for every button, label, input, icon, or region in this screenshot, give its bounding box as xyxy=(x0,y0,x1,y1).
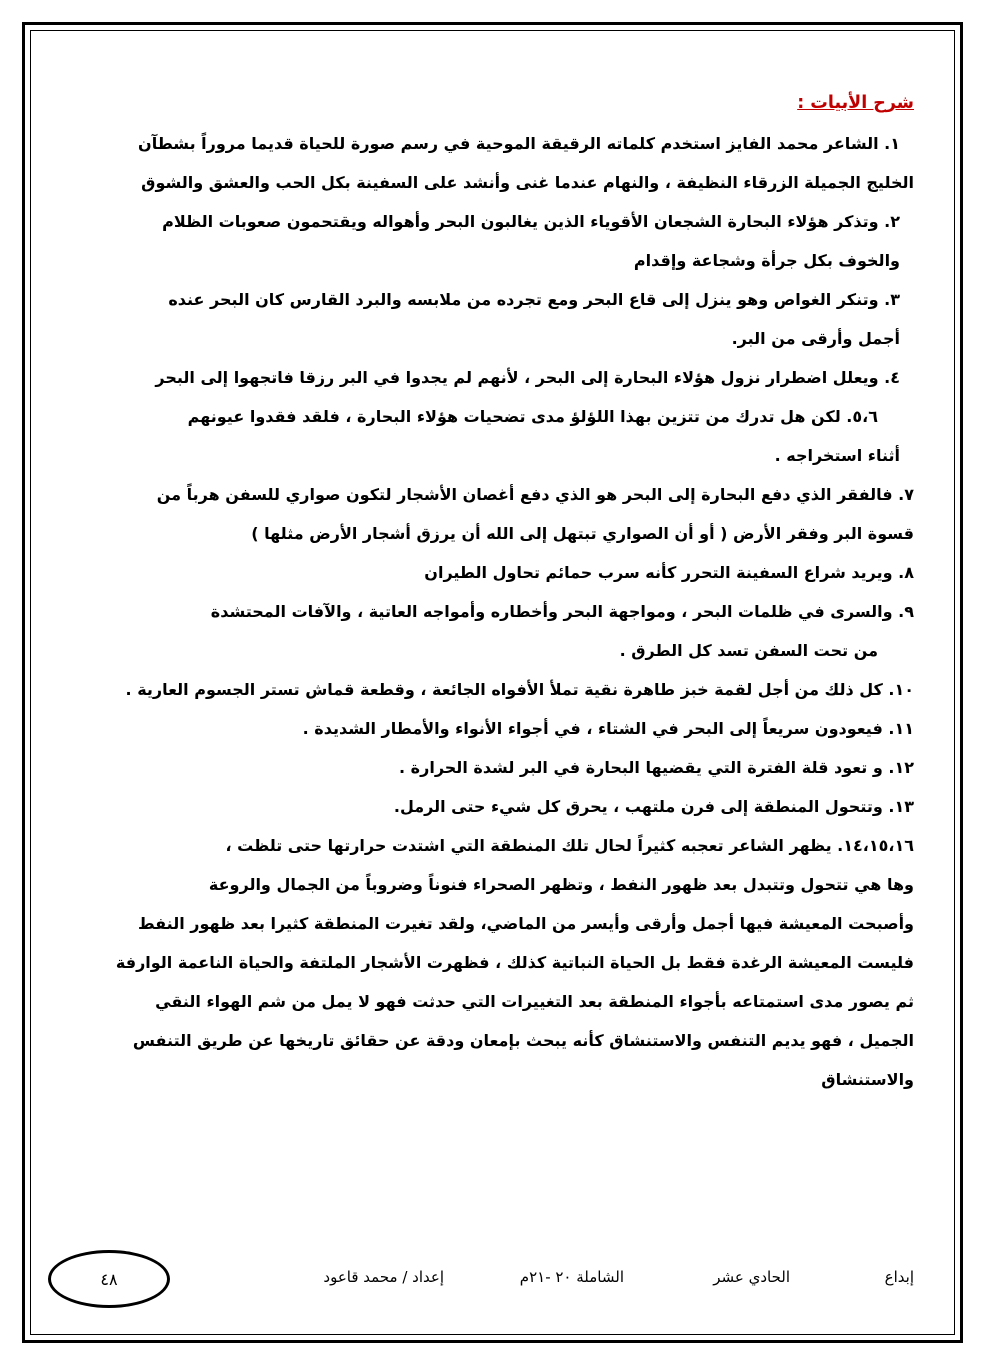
text-line: ١. الشاعر محمد الفايز استخدم كلماته الرقيقة الموحية في رسم صورة للحياة قديما مروراً بشطآن xyxy=(138,134,900,153)
text-line: والخوف بكل جرأة وشجاعة وإقدام xyxy=(633,251,900,270)
text-line: وأصبحت المعيشة فيها أجمل وأرقى وأيسر من الماضي، ولقد تغيرت المنطقة كثيرا بعد ظهور النفط xyxy=(138,914,914,933)
text-line: ١٤،١٥،١٦. يظهر الشاعر تعجبه كثيراً لحال تلك المنطقة التي اشتدت حرارتها حتى تلظت ، xyxy=(225,836,914,855)
footer-author: إعداد / محمد قاعود xyxy=(323,1268,444,1286)
text-line: الخليج الجميلة الزرقاء النظيفة ، والنهام عندما غنى وأنشد على السفينة بكل الحب والعشق والشوق xyxy=(141,173,914,192)
page-footer xyxy=(44,1262,914,1302)
text-line: قسوة البر وفقر الأرض ( أو أن الصواري تبتهل إلى الله أن يرزق أشجار الأرض مثلها ) xyxy=(251,524,914,543)
footer-edition: الشاملة ٢٠ -٢١م xyxy=(519,1268,624,1286)
explanation-body xyxy=(44,84,914,1099)
text-line: أثناء استخراجه . xyxy=(774,446,900,465)
text-line: من تحت السفن تسد كل الطرق . xyxy=(619,641,878,660)
text-line: ٤. ويعلل اضطرار نزول هؤلاء البحارة إلى البحر ، لأنهم لم يجدوا في البر رزقا فاتجهوا إلى البحر xyxy=(155,368,900,387)
page-number xyxy=(48,1250,170,1308)
text-line: ٨. ويريد شراع السفينة التحرر كأنه سرب حمائم تحاول الطيران xyxy=(424,563,914,582)
text-line: ١٠. كل ذلك من أجل لقمة خبز طاهرة نقية تملأ الأفواه الجائعة ، وقطعة قماش تستر الجسوم العارية . xyxy=(125,680,914,699)
footer-creativity: إبداع xyxy=(884,1268,914,1286)
text-line: أجمل وأرقى من البر. xyxy=(731,329,900,348)
page-number-text: ٤٨ xyxy=(100,1269,118,1289)
text-line: ٣. وتنكر الغواص وهو ينزل إلى قاع البحر ومع تجرده من ملابسه والبرد القارس كان البحر عنده xyxy=(168,290,900,309)
text-line: ١٢. و تعود قلة الفترة التي يقضيها البحارة في البر لشدة الحرارة . xyxy=(399,758,914,777)
text-line: ٢. وتذكر هؤلاء البحارة الشجعان الأقوياء الذين يغالبون البحر وأهواله ويقتحمون صعوبات الظلام xyxy=(162,212,900,231)
text-line: ٥،٦. لكن هل تدرك من تتزين بهذا اللؤلؤ مدى تضحيات هؤلاء البحارة ، فلقد فقدوا عيونهم xyxy=(187,407,878,426)
text-line: الجميل ، فهو يديم التنفس والاستنشاق كأنه يبحث بإمعان ودقة عن حقائق تاريخها عن طريق التنفس xyxy=(132,1031,914,1050)
text-line: ١١. فيعودون سريعاً إلى البحر في الشتاء ، في أجواء الأنواء والأمطار الشديدة . xyxy=(302,719,914,738)
text-line: ١٣. وتتحول المنطقة إلى فرن ملتهب ، يحرق كل شيء حتى الرمل. xyxy=(393,797,914,816)
text-line: ٧. فالفقر الذي دفع البحارة إلى البحر هو الذي دفع أغصان الأشجار لتكون صواري للسفن هرباً من xyxy=(156,485,914,504)
text-line: فليست المعيشة الرغدة فقط بل الحياة النباتية كذلك ، فظهرت الأشجار الملتفة والحياة الناعمة الوارفة xyxy=(115,953,914,972)
text-line: ٩. والسرى في ظلمات البحر ، ومواجهة البحر وأخطاره وأمواجه العاتية ، والآفات المحتشدة xyxy=(210,602,914,621)
footer-grade: الحادي عشر xyxy=(713,1268,790,1286)
text-line: وها هي تتحول وتتبدل بعد ظهور النفط ، وتظهر الصحراء فنوناً وضروباً من الجمال والروعة xyxy=(208,875,914,894)
text-line: ثم يصور مدى استمتاعه بأجواء المنطقة بعد التغييرات التي حدثت فهو لا يمل من شم الهواء النقي xyxy=(155,992,914,1011)
section-heading: شرح الأبيات : xyxy=(797,93,914,113)
text-line: والاستنشاق xyxy=(821,1070,914,1089)
